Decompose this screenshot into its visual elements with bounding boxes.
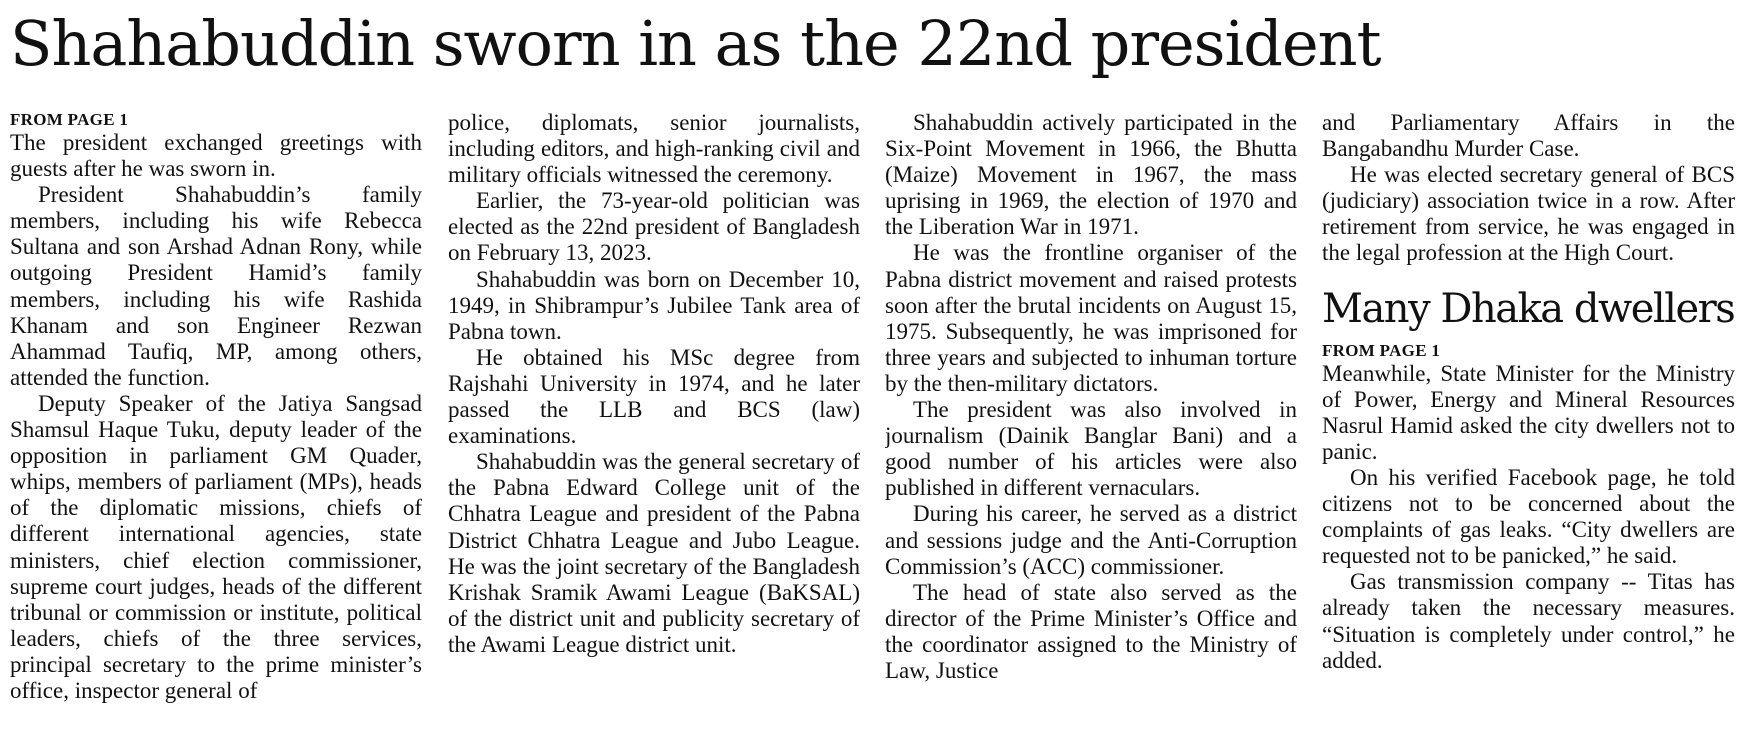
column-4 (1322, 110, 1735, 730)
article-paragraph: He obtained his MSc degree from Rajshahi University in 1974, and he later passed the LLB and BCS (law) examinations. (448, 344, 860, 449)
column-3 (885, 110, 1297, 730)
article-paragraph: Meanwhile, State Minister for the Ministry of Power, Energy and Mineral Resources Nasrul Hamid asked the city dwellers not to panic. (1322, 360, 1735, 464)
article-paragraph: He was the frontline organiser of the Pabna district movement and raised protests soon after the brutal incidents on August 15, 1975. Subsequently, he was imprisoned for three years and subjected to inhuman torture by the then-military dictators. (885, 240, 1297, 396)
second-article-kicker: FROM PAGE 1 (1322, 340, 1441, 360)
article-paragraph: He was elected secretary general of BCS (judiciary) association twice in a row. After retirement from service, he was engaged in the legal profession at the High Court. (1322, 162, 1735, 266)
article-paragraph: During his career, he served as a district and sessions judge and the Anti-Corruption Commission’s (ACC) commissioner. (885, 501, 1297, 579)
article-paragraph: The president exchanged greetings with guests after he was sworn in. (10, 130, 422, 182)
article-paragraph: President Shahabuddin’s family members, including his wife Rebecca Sultana and son Arshad Adnan Rony, while outgoing President Hamid’s family members, including his wife Rashida Khanam and son Engineer Rezwan Ahammad Taufiq, MP, among others, attended the function. (10, 182, 422, 390)
article-paragraph: On his verified Facebook page, he told citizens not to be concerned about the complaints of gas leaks. “City dwellers are requested not to be panicked,” he said. (1322, 464, 1735, 569)
article-paragraph: Shahabuddin actively participated in the Six-Point Movement in 1966, the Bhutta (Maize) Movement in 1967, the mass uprising in 1969, the election of 1970 and the Liberation War in 1971. (885, 110, 1297, 240)
article-paragraph: Earlier, the 73-year-old politician was elected as the 22nd president of Bangladesh on February 13, 2023. (448, 188, 860, 266)
article-paragraph: Deputy Speaker of the Jatiya Sangsad Shamsul Haque Tuku, deputy leader of the opposition in parliament GM Quader, whips, members of parliament (MPs), heads of the diplomatic missions, chiefs of different international agencies, state ministers, chief election commissioner, supreme court judges, heads of the different tribunal or commission or institute, political leaders, chiefs of the three services, principal secretary to the prime minister’s office, inspector general of (10, 390, 422, 703)
column-2 (448, 110, 860, 730)
column-1 (10, 110, 422, 730)
article-paragraph: Shahabuddin was the general secretary of the Pabna Edward College unit of the Chhatra League and president of the Pabna District Chhatra League and Jubo League. He was the joint secretary of the Bangladesh Krishak Sramik Awami League (BaKSAL) of the district unit and publicity secretary of the Awami League district unit. (448, 449, 860, 657)
article-paragraph: police, diplomats, senior journalists, including editors, and high-ranking civil and military officials witnessed the ceremony. (448, 110, 860, 188)
article-paragraph: The president was also involved in journalism (Dainik Banglar Bani) and a good number of his articles were also published in different vernaculars. (885, 397, 1297, 501)
article-paragraph: Gas transmission company -- Titas has already taken the necessary measures. “Situation is completely under control,” he added. (1322, 569, 1735, 673)
article-paragraph: Shahabuddin was born on December 10, 1949, in Shibrampur’s Jubilee Tank area of Pabna town. (448, 266, 860, 344)
second-article-headline: Many Dhaka dwellers (1322, 285, 1735, 332)
headline: Shahabuddin sworn in as the 22nd president (10, 7, 1381, 80)
article-paragraph: and Parliamentary Affairs in the Bangabandhu Murder Case. (1322, 110, 1735, 162)
article-kicker: FROM PAGE 1 (10, 110, 129, 129)
article-paragraph: The head of state also served as the director of the Prime Minister’s Office and the coordinator assigned to the Ministry of Law, Justice (885, 579, 1297, 683)
